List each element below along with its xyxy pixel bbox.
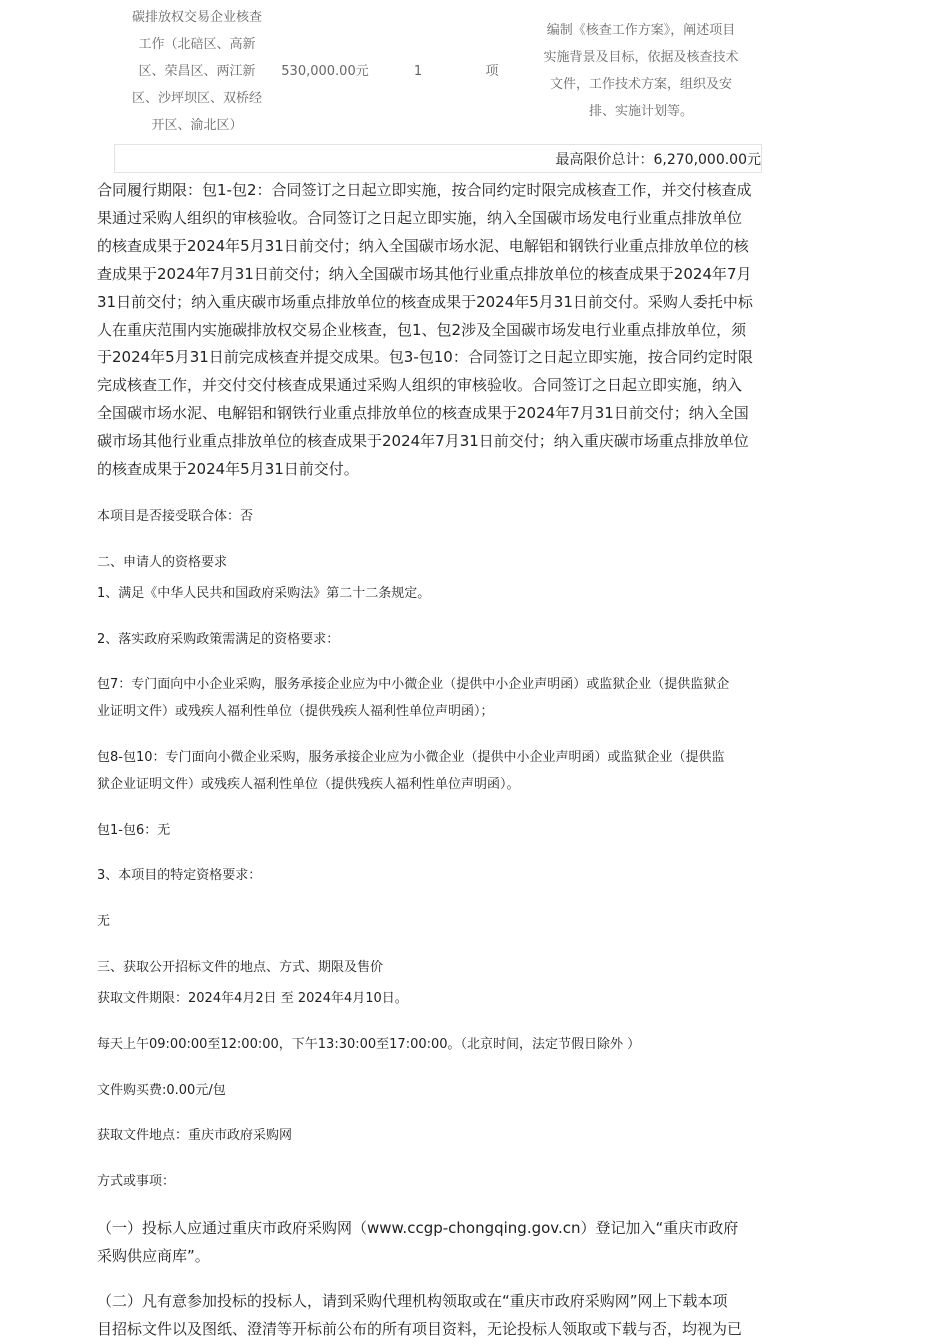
item-unit-cell: 项 [485,64,499,79]
total-price: 最高限价总计：6,270,000.00元 [555,152,761,168]
contract-line: 合同履行期限：包1-包2：合同签订之日起立即实施，按合同约定时限完成核查工作，并交付核查成 [97,181,752,199]
contract-line: 31日前交付；纳入重庆碳市场重点排放单位的核查成果于2024年5月31日前交付。采购人委托中标 [97,292,753,311]
contract-line: 的核查成果于2024年5月31日前交付。 [97,460,359,479]
method-step-1-line: 采购供应商库”。 [97,1247,210,1265]
package-1-6-requirement: 包1-包6：无 [97,823,171,838]
contract-line: 查成果于2024年7月31日前交付；纳入全国碳市场其他行业重点排放单位的核查成果于2024年7月 [97,264,752,283]
contract-line: 完成核查工作，并交付交付核查成果通过采购人组织的审核验收。合同签订之日起立即实施，纳入 [97,376,743,395]
contract-line: 果通过采购人组织的审核验收。合同签订之日起立即实施，纳入全国碳市场发电行业重点排放单位 [97,208,743,227]
acquisition-place: 获取文件地点：重庆市政府采购网 [97,1128,293,1143]
total-row [114,144,762,173]
item-description-line: 实施背景及目标，依据及核查技术 [543,50,739,65]
section-2-heading: 二、申请人的资格要求 [97,555,228,570]
item-quantity-cell: 1 [413,64,423,79]
document-fee: 文件购买费:0.00元/包 [97,1083,226,1098]
method-step-1 [97,1214,757,1270]
package-8-10-line: 狱企业证明文件）或残疾人福利性单位（提供残疾人福利性单位声明函）。 [97,777,520,792]
item-name-line: 开区、渝北区） [151,118,243,133]
acquisition-method-label: 方式或事项： [97,1174,176,1189]
contract-line: 于2024年5月31日前完成核查并提交成果。包3-包10：合同签订之日起立即实施，按合同约定时限 [97,348,753,367]
item-description-cell [532,17,750,125]
item-description-line: 排、实施计划等。 [588,104,693,119]
method-step-2 [97,1287,757,1343]
table-row [114,0,762,144]
section-3-heading: 三、获取公开招标文件的地点、方式、期限及售价 [97,960,384,975]
item-name-line: 区、荣昌区、两江新 [138,64,256,79]
package-8-10-requirement [97,744,757,798]
item-name-line: 碳排放权交易企业核查 [131,10,262,25]
contract-line: 的核查成果于2024年5月31日前交付；纳入全国碳市场水泥、电解铝和钢铁行业重点排放单位的核 [97,236,749,255]
item-name-line: 工作（北碚区、高新 [138,37,256,52]
contract-period-paragraph [97,177,757,484]
item-description-line: 文件，工作技术方案，组织及安 [549,77,732,92]
item-price-cell: 530,000.00元 [281,64,369,79]
contract-line: 碳市场其他行业重点排放单位的核查成果于2024年7月31日前交付；纳入重庆碳市场重点排放单位 [97,432,749,451]
specific-requirement-none: 无 [97,914,111,929]
item-name-line: 区、沙坪坝区、双桥经 [131,91,262,106]
consortium-text: 本项目是否接受联合体：否 [97,509,254,524]
contract-line: 全国碳市场水泥、电解铝和钢铁行业重点排放单位的核查成果于2024年7月31日前交付；纳入全国 [97,404,749,423]
method-step-2-line: （二）凡有意参加投标的投标人，请到采购代理机构领取或在“重庆市政府采购网”网上下载本项 [97,1292,728,1310]
acquisition-hours: 每天上午09:00:00至12:00:00，下午13:30:00至17:00:00。（北京时间，法定节假日除外 ） [97,1037,641,1052]
qualification-item-2: 2、落实政府采购政策需满足的资格要求： [97,632,340,647]
acquisition-period: 获取文件期限：2024年4月2日 至 2024年4月10日。 [97,991,408,1006]
item-description-line: 编制《核查工作方案》，阐述项目 [546,23,736,38]
method-step-2-line: 目招标文件以及图纸、澄清等开标前公布的所有项目资料，无论投标人领取或下载与否，均视为已 [97,1320,743,1338]
method-step-1-line: （一）投标人应通过重庆市政府采购网（www.ccgp-chongqing.gov.cn）登记加入“重庆市政府 [97,1219,739,1237]
qualification-item-3: 3、本项目的特定资格要求： [97,868,262,883]
package-8-10-line: 包8-包10：专门面向小微企业采购，服务承接企业应为小微企业（提供中小企业声明函）或监狱企业（提供监 [97,750,725,765]
package-7-requirement [97,671,757,725]
contract-line: 人在重庆范围内实施碳排放权交易企业核查，包1、包2涉及全国碳市场发电行业重点排放单位，须 [97,320,747,339]
package-7-line: 包7：专门面向中小企业采购，服务承接企业应为中小微企业（提供中小企业声明函）或监狱企业（提供监狱企 [97,677,730,692]
item-name-cell [122,4,272,139]
qualification-item-1: 1、满足《中华人民共和国政府采购法》第二十二条规定。 [97,586,431,601]
package-7-line: 业证明文件）或残疾人福利性单位（提供残疾人福利性单位声明函）； [97,704,494,719]
